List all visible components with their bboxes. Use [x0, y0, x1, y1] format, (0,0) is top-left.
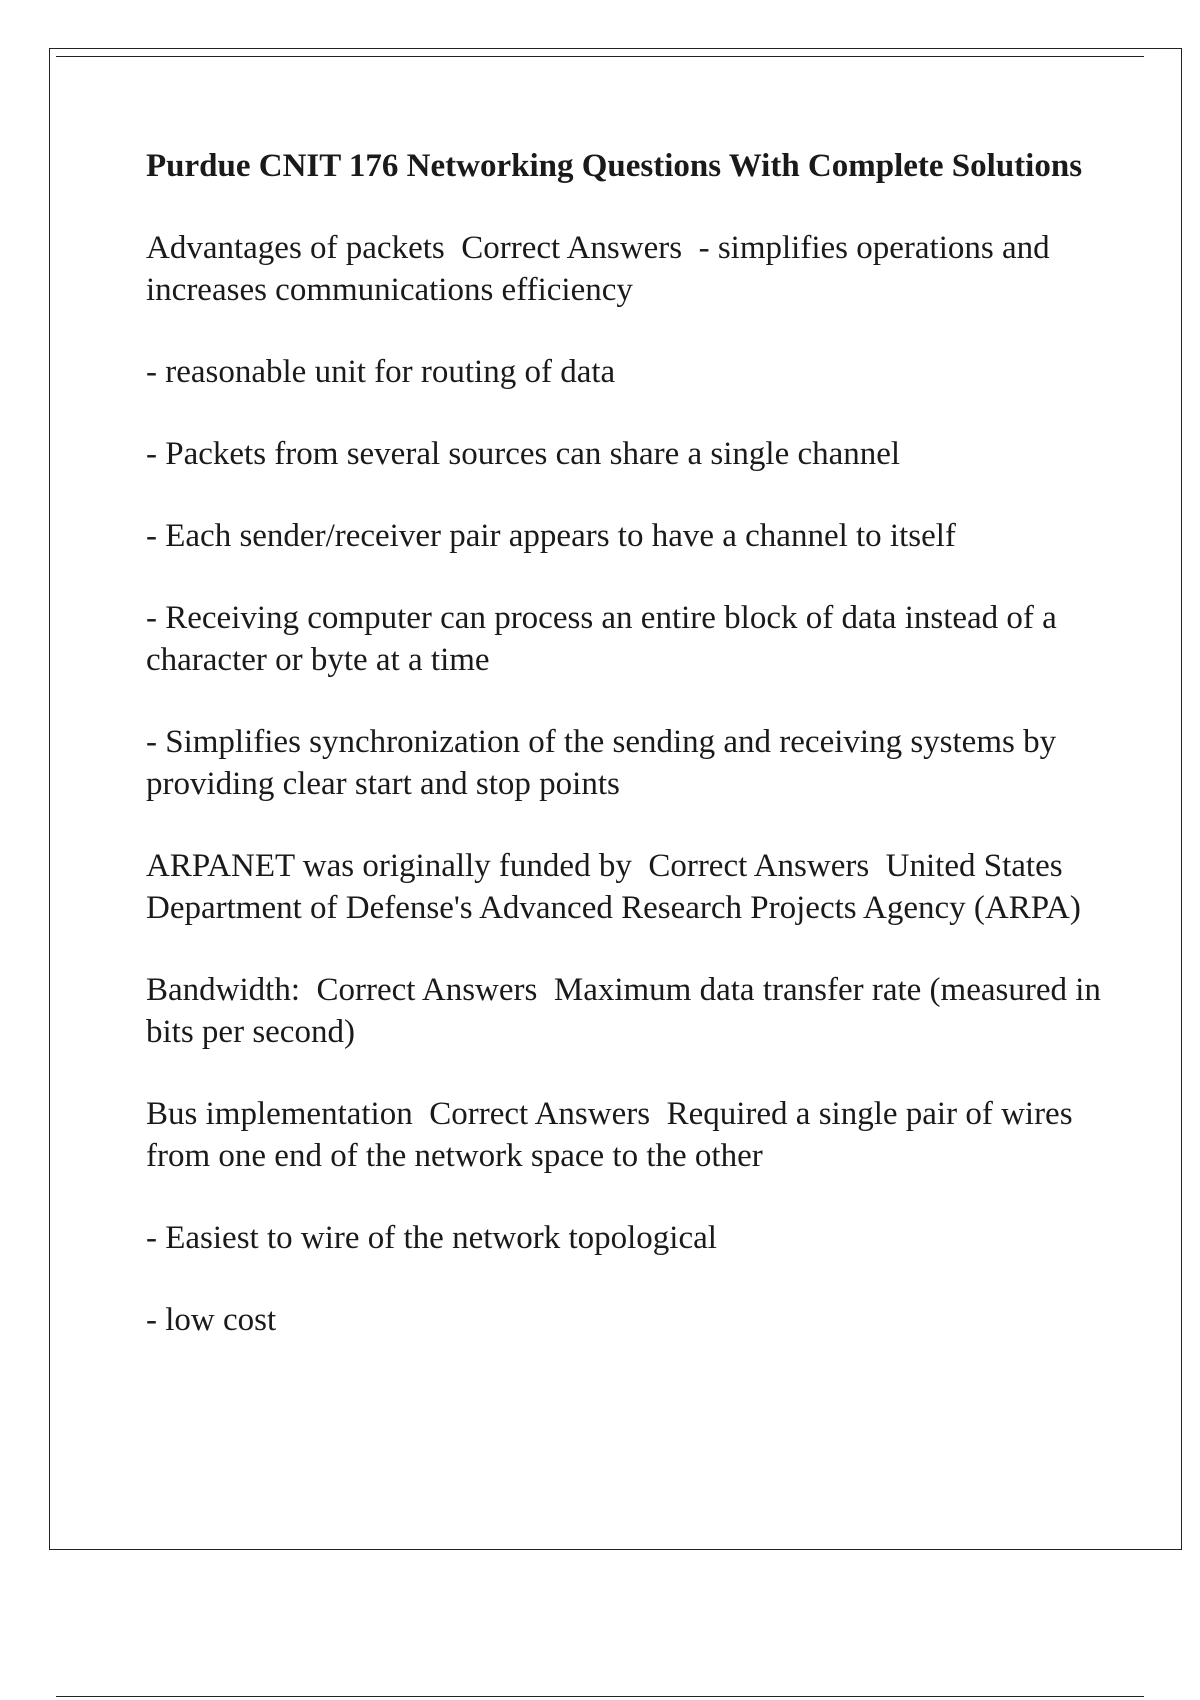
document-body: [146, 145, 1110, 1381]
paragraph-block-processing: - Receiving computer can process an entire block of data instead of a character or byte at a time: [146, 600, 1066, 678]
paragraph-bandwidth: Bandwidth: Correct Answers Maximum data transfer rate (measured in bits per second): [146, 972, 1110, 1050]
paragraph-shared-channel: - Packets from several sources can share a single channel: [146, 436, 901, 472]
paragraph-bus-implementation: Bus implementation Correct Answers Required a single pair of wires from one end of the network space to the other: [146, 1096, 1081, 1174]
paragraph-easiest-to-wire: - Easiest to wire of the network topological: [146, 1220, 717, 1256]
paragraph-sender-receiver-pair: - Each sender/receiver pair appears to have a channel to itself: [146, 518, 956, 554]
paragraph-routing-unit: - reasonable unit for routing of data: [146, 354, 616, 390]
paragraph-arpanet-funding: ARPANET was originally funded by Correct Answers United States Department of Defense's Advanced Research Projects Agency (ARPA): [146, 848, 1081, 926]
paragraph-low-cost: - low cost: [146, 1302, 277, 1338]
document-title: Purdue CNIT 176 Networking Questions With Complete Solutions: [146, 148, 1083, 184]
bottom-rule: [56, 1696, 1144, 1697]
paragraph-advantages-of-packets: Advantages of packets Correct Answers - simplifies operations and increases communications efficiency: [146, 230, 1058, 308]
top-rule: [56, 56, 1144, 57]
paragraph-synchronization: - Simplifies synchronization of the sending and receiving systems by providing clear start and stop points: [146, 724, 1065, 802]
